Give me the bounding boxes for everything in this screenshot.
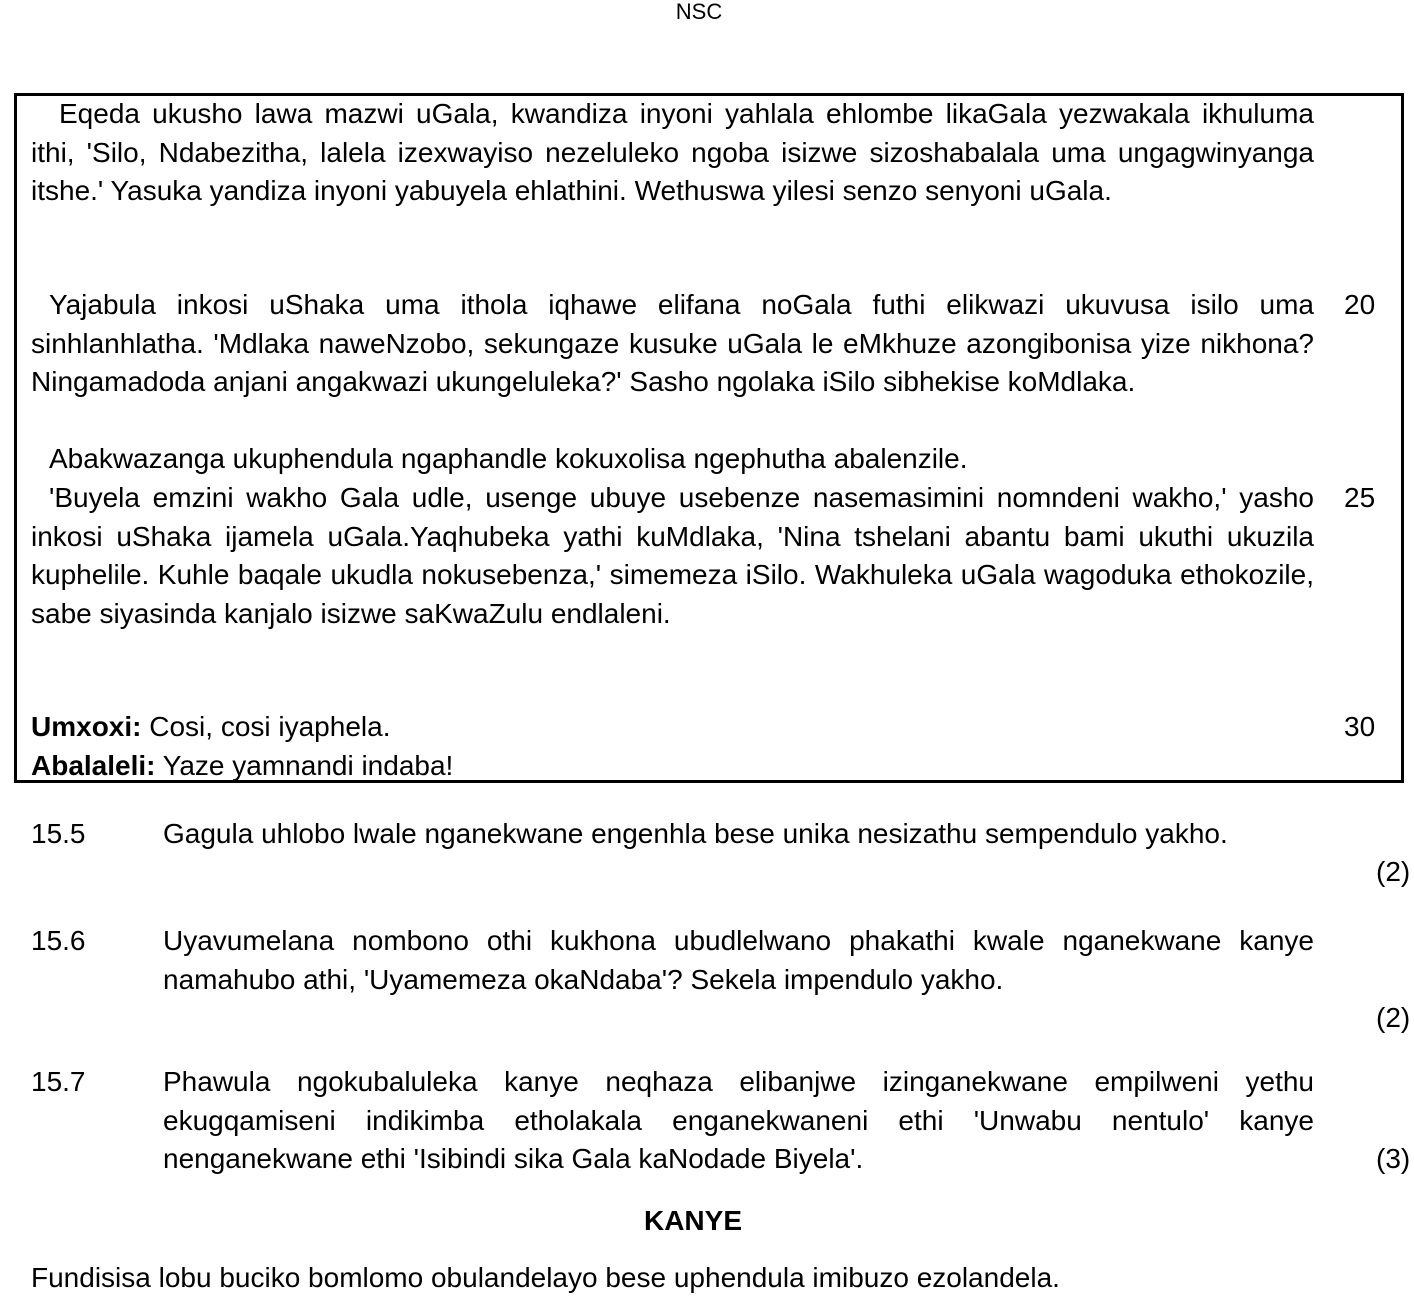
question-text: Uyavumelana nombono othi kukhona ubudlelwano phakathi kwale nganekwane kanye namahubo athi, 'Uyamemeza okaNdaba'? Sekela impendulo yakho. (163, 925, 1314, 995)
section-instruction: Fundisisa lobu buciko bomlomo obulandelayo bese uphendula imibuzo ezolandela. (31, 1262, 1060, 1293)
question-text: Gagula uhlobo lwale nganekwane engenhla bese unika nesizathu sempendulo yakho. (163, 818, 1228, 849)
question-number: 15.6 (31, 925, 86, 956)
dialogue-text: Cosi, cosi iyaphela. (141, 711, 391, 742)
line-number: 30 (1344, 711, 1376, 742)
question-number: 15.7 (31, 1066, 86, 1097)
question-marks: (2) (1376, 1002, 1411, 1033)
passage-paragraph-2: Yajabula inkosi uShaka uma ithola iqhawe elifana noGala futhi elikwazi ukuvusa isilo uma sinhlanhlatha. 'Mdlaka naweNzobo, sekungaze kusuke uGala le eMkhuze azongibonisa yize nikhona? Ningamadoda anjani angakwazi ukungeluleka?' Sasho ngolaka iSilo sibhekise koMdlaka. (31, 289, 1314, 397)
passage-paragraph-1: Eqeda ukusho lawa mazwi uGala, kwandiza inyoni yahlala ehlombe likaGala yezwakala ikhuluma ithi, 'Silo, Ndabezitha, lalela izexwayiso nezeluleko ngoba isizwe sizoshabalala uma ungagwinyanga itshe.' Yasuka yandiza inyoni yabuyela ehlathini. Wethuswa yilesi senzo senyoni uGala. (31, 98, 1314, 206)
line-number: 20 (1344, 289, 1376, 320)
section-heading: KANYE (643, 1205, 742, 1236)
passage-paragraph-4: 'Buyela emzini wakho Gala udle, usenge ubuye usebenze nasemasimini nomndeni wakho,' yasho inkosi uShaka ijamela uGala.Yaqhubeka yathi kuMdlaka, 'Nina tshelani abantu bami ukuthi ukuzila kuphelile. Kuhle baqale ukudla nokusebenza,' simemeza iSilo. Wakhuleka uGala wagoduka ethokozile, sabe siyasinda kanjalo isizwe saKwaZulu endlaleni. (31, 482, 1314, 629)
passage-paragraph-3: Abakwazanga ukuphendula ngaphandle kokuxolisa ngephutha abalenzile. (49, 443, 968, 474)
dialogue-line-2 (31, 747, 1314, 786)
page-header: NSC (675, 0, 723, 24)
speaker-label: Umxoxi: (31, 711, 142, 742)
dialogue-text: Yaze yamnandi indaba! (155, 750, 454, 781)
question-number: 15.5 (31, 818, 86, 849)
question-text: Phawula ngokubaluleka kanye neqhaza elibanjwe izinganekwane empilweni yethu ekugqamiseni indikimba etholakala enganekwaneni ethi 'Unwabu nentulo' kanye nenganekwane ethi 'Isibindi sika Gala kaNodade Biyela'. (163, 1066, 1314, 1174)
question-marks: (3) (1376, 1143, 1411, 1174)
question-marks: (2) (1376, 856, 1411, 887)
speaker-label: Abalaleli: (31, 750, 156, 781)
line-number: 25 (1344, 482, 1376, 513)
dialogue-line-1 (31, 708, 1314, 747)
